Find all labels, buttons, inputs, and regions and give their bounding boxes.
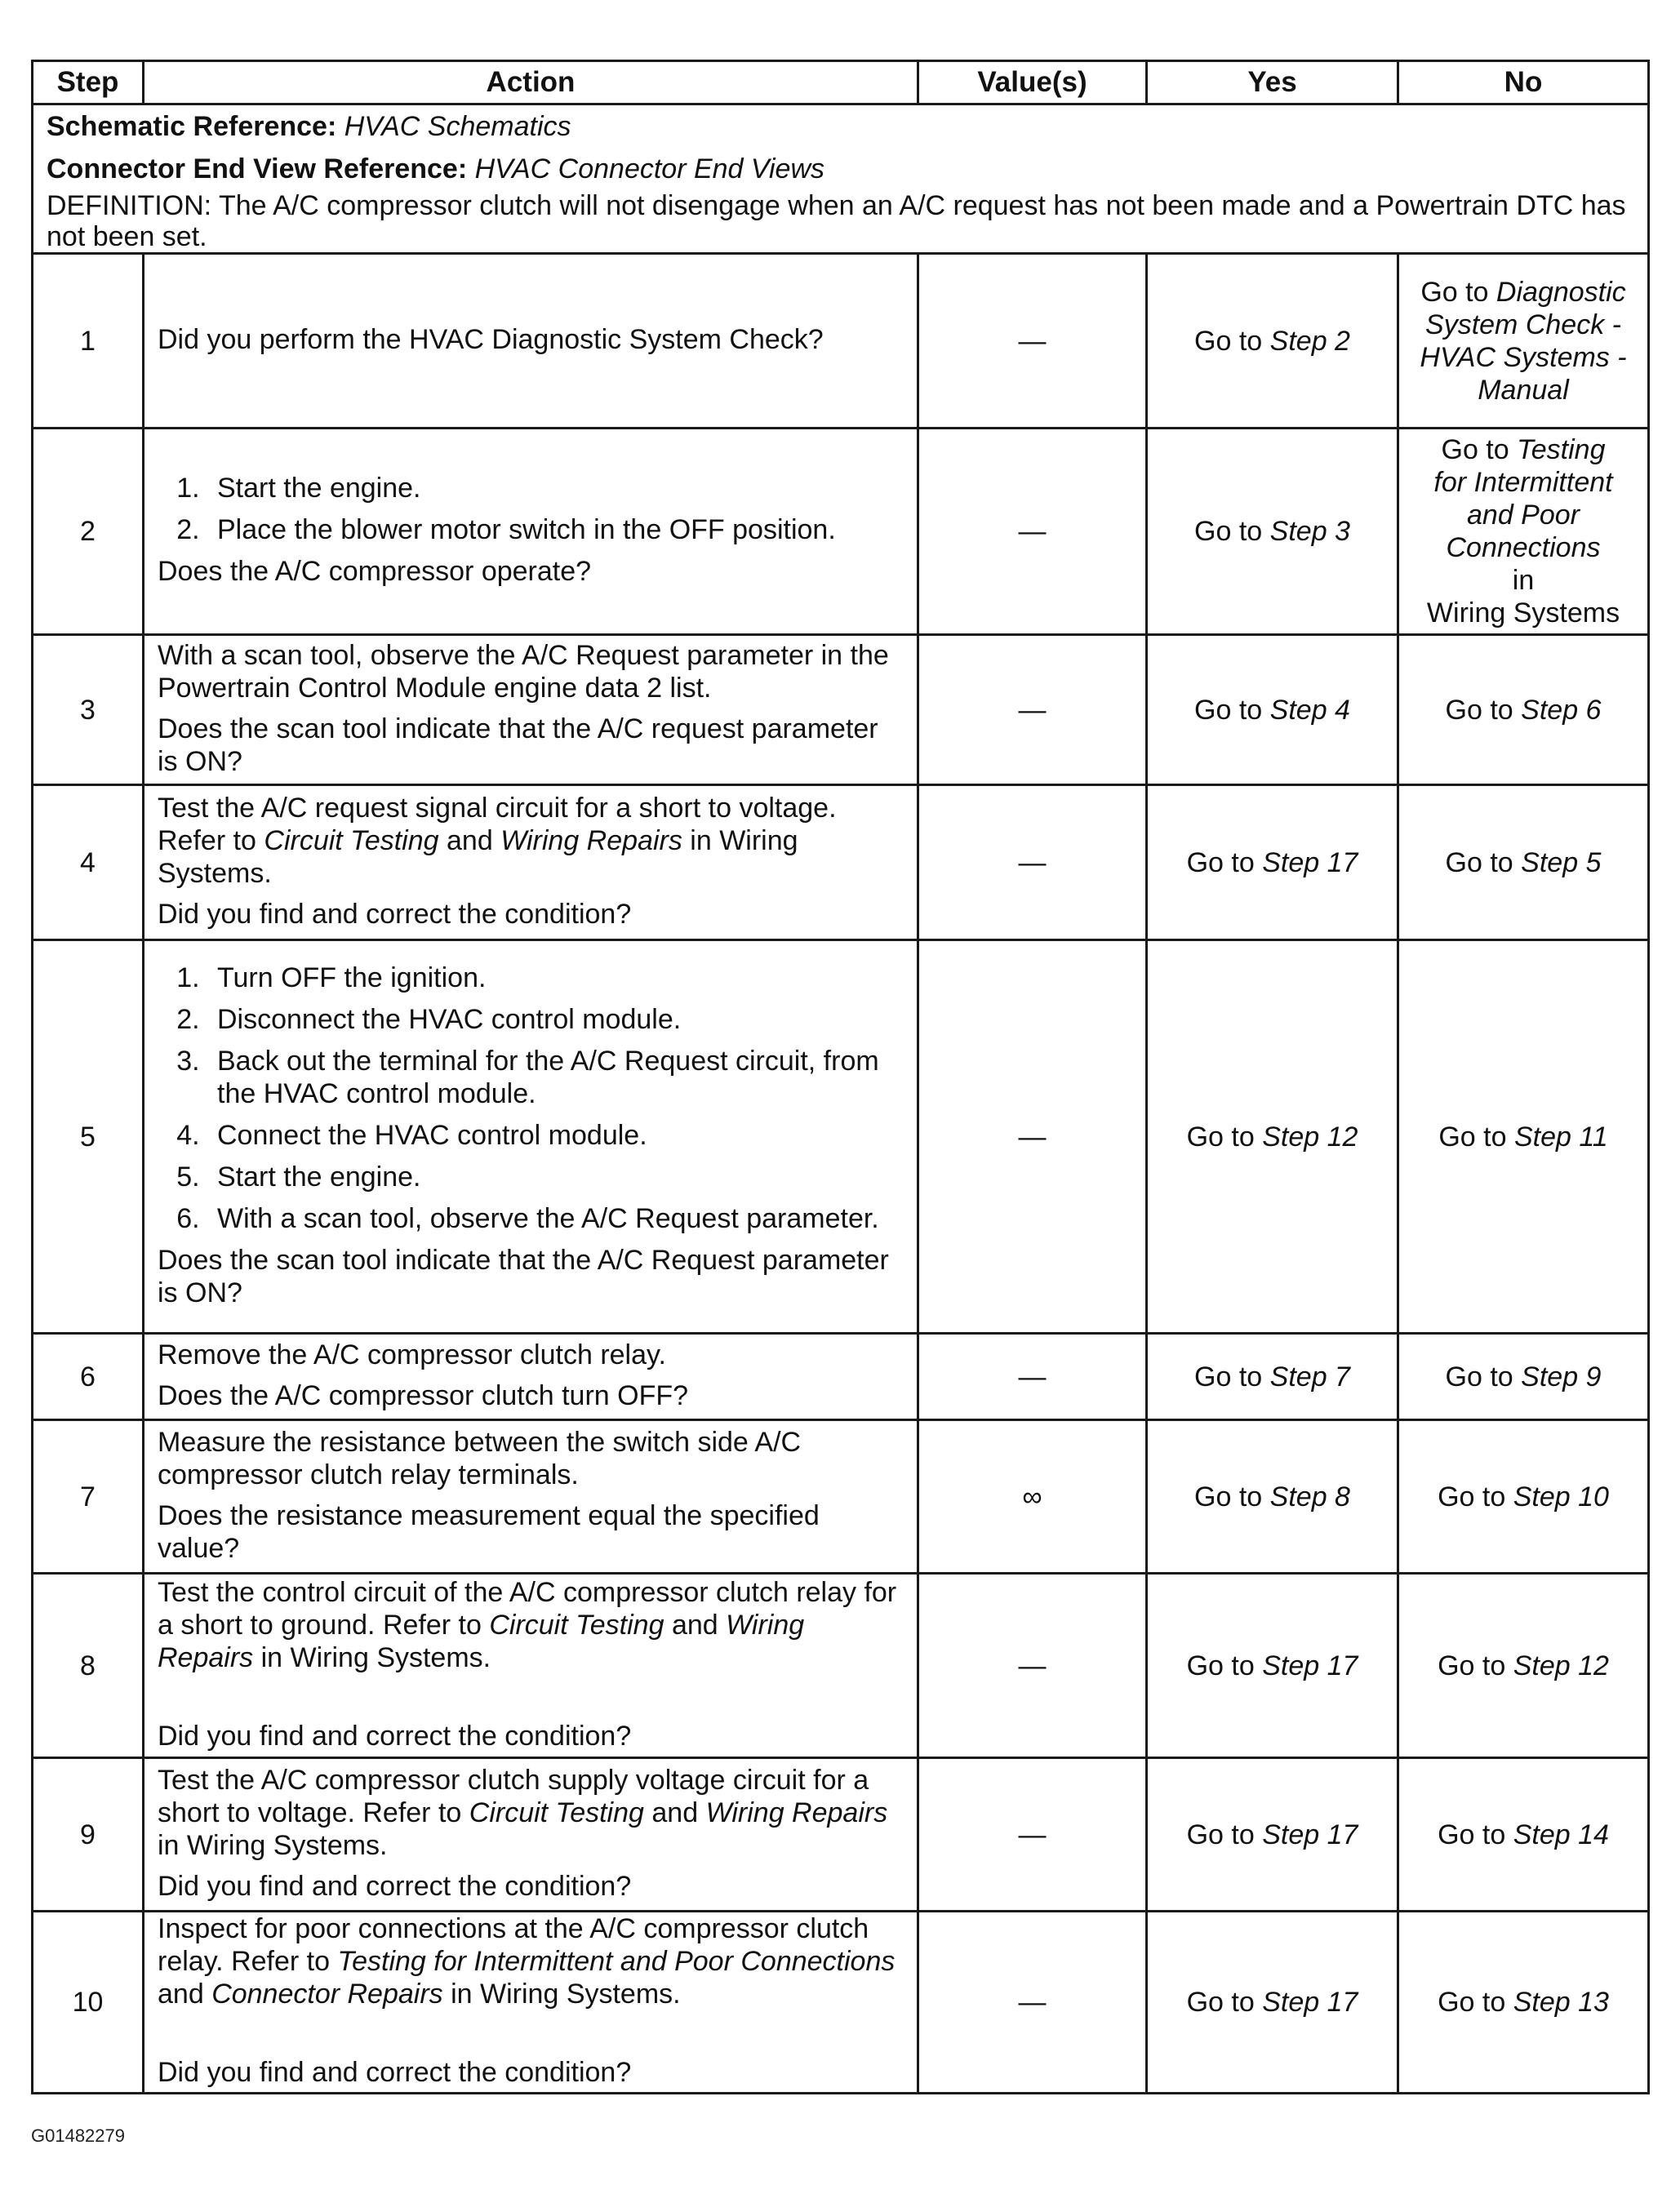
step-number: 8 (33, 1574, 144, 1758)
instruction-text: in Wiring Systems. (158, 1829, 388, 1861)
no-step-link[interactable]: Step 14 (1513, 1819, 1609, 1850)
no-step-link[interactable]: Step 6 (1521, 694, 1602, 726)
no-cell-text: in (1512, 565, 1535, 596)
action-question: Did you find and correct the condition? (158, 2057, 632, 2088)
go-to-text: Go to (1445, 694, 1513, 726)
no-cell (1398, 254, 1649, 429)
no-cell-link[interactable]: and Poor (1467, 500, 1580, 531)
action-question: Does the scan tool indicate that the A/C Request parameter is ON? (158, 1244, 889, 1308)
step-row (33, 635, 1649, 785)
instruction-text: and (664, 1609, 727, 1641)
go-to-text: Go to (1438, 1481, 1506, 1512)
no-step-link[interactable]: Step 9 (1521, 1361, 1602, 1392)
action-instruction: Measure the resistance between the switch side A/C compressor clutch relay terminals. (158, 1426, 802, 1490)
no-cell-line (1412, 309, 1634, 341)
value-cell: — (918, 1334, 1147, 1420)
procedure-list (158, 472, 904, 546)
step-number: 3 (33, 635, 144, 785)
action-instruction (158, 1912, 904, 2010)
no-cell-line (1412, 433, 1634, 466)
connector-reference (47, 148, 1634, 190)
reference-row (33, 104, 1649, 254)
action-cell (144, 1574, 918, 1758)
go-to-text: Go to (1186, 1819, 1255, 1850)
go-to-text: Go to (1194, 1481, 1263, 1512)
procedure-item: 3. Back out the terminal for the A/C Request circuit, from the HVAC control module. (207, 1045, 904, 1110)
value-cell: — (918, 940, 1147, 1334)
procedure-list (158, 962, 904, 1235)
step-row (33, 785, 1649, 940)
yes-step-link[interactable]: Step 17 (1262, 1650, 1358, 1681)
no-cell-line (1412, 499, 1634, 531)
no-cell-text: Go to (1420, 276, 1496, 308)
action-question: Does the resistance measurement equal the specified value? (158, 1499, 820, 1564)
go-to-text: Go to (1445, 1361, 1513, 1392)
action-cell (144, 1912, 918, 2094)
yes-cell (1147, 785, 1398, 940)
instruction-text: and (158, 1979, 212, 2010)
yes-cell (1147, 1912, 1398, 2094)
go-to-text: Go to (1438, 1650, 1506, 1681)
go-to-text: Go to (1186, 1121, 1255, 1153)
yes-step-link[interactable]: Step 17 (1262, 846, 1358, 878)
go-to-text: Go to (1438, 1121, 1507, 1153)
no-step-link[interactable]: Step 12 (1513, 1650, 1609, 1681)
instruction-text: and (438, 824, 501, 856)
no-cell-link[interactable]: Diagnostic (1496, 276, 1626, 308)
procedure-item: 1. Turn OFF the ignition. (207, 962, 904, 994)
no-step-link[interactable]: Step 10 (1513, 1481, 1609, 1512)
header-no: No (1398, 61, 1649, 104)
yes-step-link[interactable]: Step 17 (1262, 1819, 1358, 1850)
action-instruction: With a scan tool, observe the A/C Request parameter in the Powertrain Control Module engine data 2 list. (158, 639, 889, 704)
figure-code: G01482279 (31, 2125, 125, 2146)
no-cell-line (1412, 466, 1634, 499)
no-cell-line (1412, 597, 1634, 629)
no-step-link[interactable]: Step 11 (1513, 1121, 1608, 1153)
yes-cell (1147, 1574, 1398, 1758)
go-to-text: Go to (1194, 516, 1263, 547)
procedure-item: 6. With a scan tool, observe the A/C Request parameter. (207, 1202, 904, 1235)
value-cell: — (918, 1758, 1147, 1912)
no-cell-line (1412, 531, 1634, 564)
procedure-item: 1. Start the engine. (207, 472, 904, 504)
yes-cell (1147, 429, 1398, 635)
header-value: Value(s) (918, 61, 1147, 104)
no-step-link[interactable]: Step 13 (1513, 1987, 1609, 2018)
procedure-item: 5. Start the engine. (207, 1161, 904, 1193)
yes-cell (1147, 1334, 1398, 1420)
no-cell-link[interactable]: for Intermittent (1433, 467, 1613, 498)
reference-link[interactable]: Circuit Testing (469, 1797, 644, 1828)
instruction-text: Test the A/C compressor clutch supply voltage circuit for a short to voltage. Refer to (158, 1764, 869, 1828)
action-cell (144, 1758, 918, 1912)
no-cell (1398, 1912, 1649, 2094)
step-row (33, 1912, 1649, 2094)
reference-link[interactable]: Wiring Repairs (158, 1609, 805, 1673)
step-row (33, 1420, 1649, 1574)
action-question: Does the A/C compressor clutch turn OFF? (158, 1379, 689, 1411)
yes-step-link[interactable]: Step 4 (1269, 694, 1350, 726)
yes-step-link[interactable]: Step 8 (1269, 1481, 1350, 1512)
go-to-text: Go to (1186, 1650, 1255, 1681)
step-number: 2 (33, 429, 144, 635)
no-cell (1398, 1574, 1649, 1758)
go-to-text: Go to (1445, 846, 1513, 878)
yes-cell (1147, 1758, 1398, 1912)
instruction-text: in Wiring Systems. (158, 824, 798, 889)
no-step-link[interactable]: Step 5 (1521, 846, 1602, 878)
step-number: 9 (33, 1758, 144, 1912)
no-cell-line (1412, 564, 1634, 597)
action-instruction (158, 792, 904, 890)
no-cell-link[interactable]: System Check - (1425, 309, 1621, 340)
action-cell (144, 429, 918, 635)
step-number: 1 (33, 254, 144, 429)
step-row (33, 1334, 1649, 1420)
go-to-text: Go to (1194, 1361, 1263, 1392)
no-cell (1398, 940, 1649, 1334)
no-cell-link[interactable]: HVAC Systems - (1420, 341, 1627, 373)
procedure-item: 4. Connect the HVAC control module. (207, 1119, 904, 1152)
go-to-text: Go to (1438, 1987, 1506, 2018)
reference-cell (33, 104, 1649, 254)
connector-reference-label: Connector End View Reference: (47, 153, 468, 184)
go-to-text: Go to (1438, 1819, 1506, 1850)
no-cell (1398, 635, 1649, 785)
reference-link[interactable]: Circuit Testing (264, 824, 439, 856)
value-cell: — (918, 785, 1147, 940)
no-cell-line (1412, 374, 1634, 406)
connector-reference-link[interactable]: HVAC Connector End Views (474, 153, 824, 184)
go-to-text: Go to (1194, 325, 1263, 357)
action-question: Did you perform the HVAC Diagnostic System Check? (158, 323, 824, 355)
no-cell-link[interactable]: Testing (1517, 434, 1606, 465)
schematic-reference-label: Schematic Reference: (47, 111, 337, 142)
step-number: 6 (33, 1334, 144, 1420)
no-cell-line (1412, 276, 1634, 309)
instruction-text: in Wiring Systems. (442, 1979, 681, 2010)
step-number: 4 (33, 785, 144, 940)
step-row (33, 1574, 1649, 1758)
action-instruction (158, 1576, 904, 1674)
value-cell: — (918, 429, 1147, 635)
action-cell (144, 1334, 918, 1420)
action-question: Did you find and correct the condition? (158, 1870, 632, 1902)
no-cell-link[interactable]: Manual (1478, 374, 1569, 406)
step-number: 5 (33, 940, 144, 1334)
reference-link[interactable]: Circuit Testing (489, 1609, 664, 1641)
value-cell: ∞ (918, 1420, 1147, 1574)
header-yes: Yes (1147, 61, 1398, 104)
no-cell-line (1412, 341, 1634, 374)
yes-step-link[interactable]: Step 12 (1262, 1121, 1358, 1153)
action-question: Does the scan tool indicate that the A/C request parameter is ON? (158, 713, 878, 777)
header-action: Action (144, 61, 918, 104)
yes-step-link[interactable]: Step 2 (1269, 325, 1350, 357)
schematic-reference-link[interactable]: HVAC Schematics (344, 111, 571, 142)
action-question: Does the A/C compressor operate? (158, 556, 592, 587)
instruction-text: and (643, 1797, 706, 1828)
header-row (33, 61, 1649, 104)
value-cell: — (918, 1574, 1147, 1758)
no-cell (1398, 1420, 1649, 1574)
yes-cell (1147, 1420, 1398, 1574)
step-row (33, 254, 1649, 429)
procedure-item: 2. Place the blower motor switch in the OFF position. (207, 513, 904, 546)
yes-step-link[interactable]: Step 3 (1269, 516, 1350, 547)
no-cell (1398, 1758, 1649, 1912)
step-row (33, 1758, 1649, 1912)
action-cell (144, 940, 918, 1334)
no-cell (1398, 1334, 1649, 1420)
header-step: Step (33, 61, 144, 104)
yes-cell (1147, 635, 1398, 785)
yes-cell (1147, 940, 1398, 1334)
diagnostic-table (31, 60, 1650, 2094)
yes-step-link[interactable]: Step 7 (1269, 1361, 1350, 1392)
action-question: Did you find and correct the condition? (158, 898, 632, 930)
no-cell-text: Go to (1441, 434, 1518, 465)
action-instruction (158, 1764, 904, 1862)
no-cell-link[interactable]: Connections (1446, 532, 1601, 563)
step-row (33, 940, 1649, 1334)
go-to-text: Go to (1186, 846, 1255, 878)
value-cell: — (918, 254, 1147, 429)
reference-link[interactable]: Connector Repairs (211, 1979, 443, 2010)
action-instruction: Remove the A/C compressor clutch relay. (158, 1339, 666, 1370)
action-cell (144, 635, 918, 785)
go-to-text: Go to (1194, 694, 1263, 726)
yes-step-link[interactable]: Step 17 (1262, 1987, 1358, 2018)
value-cell: — (918, 635, 1147, 785)
value-cell: — (918, 1912, 1147, 2094)
go-to-text: Go to (1186, 1987, 1255, 2018)
step-row (33, 429, 1649, 635)
reference-link[interactable]: Wiring Repairs (500, 824, 682, 856)
schematic-reference (47, 105, 1634, 148)
definition-text: DEFINITION: The A/C compressor clutch will not disengage when an A/C request has not been made and a Powertrain DTC has not been set. (47, 190, 1626, 252)
instruction-text: Test the A/C request signal circuit for a short to voltage. Refer to (158, 792, 837, 856)
instruction-text: in Wiring Systems. (253, 1641, 491, 1673)
no-cell (1398, 785, 1649, 940)
step-number: 10 (33, 1912, 144, 2094)
action-cell (144, 785, 918, 940)
action-question: Did you find and correct the condition? (158, 1720, 632, 1752)
no-cell-text: Wiring Systems (1426, 597, 1620, 628)
action-cell (144, 254, 918, 429)
instruction-text: Test the control circuit of the A/C compressor clutch relay for a short to ground. Refer to (158, 1576, 897, 1641)
yes-cell (1147, 254, 1398, 429)
action-cell (144, 1420, 918, 1574)
reference-link[interactable]: Testing for Intermittent and Poor Connections (337, 1946, 896, 1977)
reference-link[interactable]: Wiring Repairs (705, 1797, 888, 1828)
no-cell (1398, 429, 1649, 635)
step-number: 7 (33, 1420, 144, 1574)
procedure-item: 2. Disconnect the HVAC control module. (207, 1003, 904, 1036)
instruction-text: Inspect for poor connections at the A/C compressor clutch relay. Refer to (158, 1913, 869, 1977)
